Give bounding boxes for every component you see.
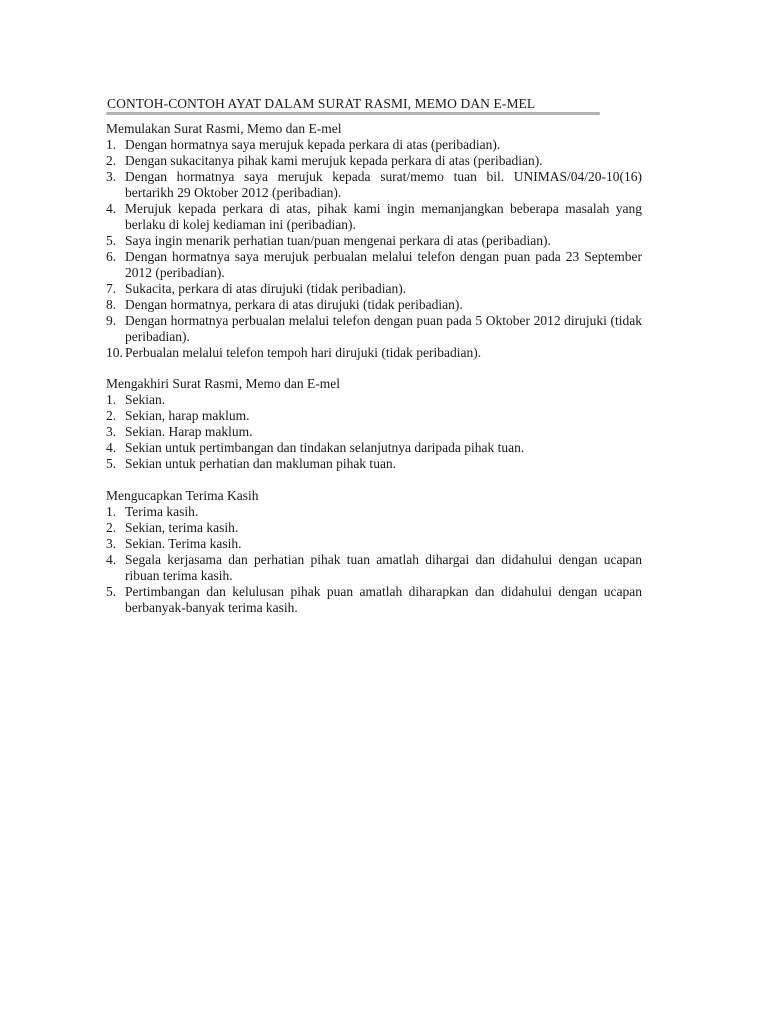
item-number: 5.: [106, 456, 117, 471]
item-number: 2.: [106, 153, 117, 168]
list-item: [106, 440, 642, 456]
item-text: Sekian. Harap maklum.: [125, 424, 253, 439]
item-number: 7.: [106, 281, 117, 296]
item-number: 3.: [106, 424, 117, 439]
list-item: [106, 504, 642, 520]
item-number: 4.: [106, 440, 117, 455]
item-text: Dengan hormatnya, perkara di atas dirujuki (tidak peribadian).: [125, 297, 463, 312]
item-text: Perbualan melalui telefon tempoh hari dirujuki (tidak peribadian).: [125, 345, 482, 360]
item-number: 1.: [106, 137, 117, 152]
section-heading: Mengakhiri Surat Rasmi, Memo dan E-mel: [106, 376, 340, 391]
list-item: [106, 552, 642, 584]
item-text: Terima kasih.: [125, 504, 199, 519]
item-list: [106, 504, 642, 616]
item-text: Merujuk kepada perkara di atas, pihak kami ingin memanjangkan beberapa masalah yang berlaku di kolej kediaman ini (peribadian).: [125, 201, 642, 232]
item-text: Pertimbangan dan kelulusan pihak puan amatlah diharapkan dan didahului dengan ucapan berbanyak-banyak terima kasih.: [125, 584, 642, 615]
list-item: [106, 520, 642, 536]
list-item: [106, 297, 642, 313]
item-text: Sekian, harap maklum.: [125, 408, 250, 423]
item-text: Sukacita, perkara di atas dirujuki (tidak peribadian).: [125, 281, 407, 296]
item-text: Dengan hormatnya saya merujuk perbualan melalui telefon dengan puan pada 23 September 2012 (peribadian).: [125, 249, 642, 280]
list-item: [106, 313, 642, 345]
section-heading: Memulakan Surat Rasmi, Memo dan E-mel: [106, 121, 342, 136]
item-number: 2.: [106, 408, 117, 423]
item-text: Sekian. Terima kasih.: [125, 536, 242, 551]
list-item: [106, 456, 642, 472]
item-number: 3.: [106, 536, 117, 551]
list-item: [106, 584, 642, 616]
list-item: [106, 137, 642, 153]
section-memulakan: [106, 121, 642, 361]
list-item: [106, 153, 642, 169]
list-item: [106, 249, 642, 281]
section-terima-kasih: [106, 488, 642, 616]
list-item: [106, 281, 642, 297]
item-number: 1.: [106, 504, 117, 519]
section-heading: Mengucapkan Terima Kasih: [106, 488, 259, 503]
list-item: [106, 536, 642, 552]
item-number: 6.: [106, 249, 117, 264]
section-mengakhiri: [106, 376, 642, 472]
item-text: Segala kerjasama dan perhatian pihak tuan amatlah dihargai dan didahului dengan ucapan ribuan terima kasih.: [125, 552, 642, 583]
item-number: 8.: [106, 297, 117, 312]
item-text: Sekian, terima kasih.: [125, 520, 239, 535]
item-text: Saya ingin menarik perhatian tuan/puan mengenai perkara di atas (peribadian).: [125, 233, 551, 248]
title-underline: [106, 112, 600, 115]
item-number: 2.: [106, 520, 117, 535]
list-item: [106, 233, 642, 249]
list-item: [106, 345, 642, 361]
item-number: 3.: [106, 169, 117, 184]
list-item: [106, 392, 642, 408]
item-text: Sekian untuk perhatian dan makluman pihak tuan.: [125, 456, 397, 471]
list-item: [106, 169, 642, 201]
item-text: Sekian.: [125, 392, 166, 407]
item-number: 5.: [106, 233, 117, 248]
list-item: [106, 201, 642, 233]
item-number: 5.: [106, 584, 117, 599]
item-text: Dengan sukacitanya pihak kami merujuk kepada perkara di atas (peribadian).: [125, 153, 543, 168]
item-number: 4.: [106, 201, 117, 216]
item-number: 1.: [106, 392, 117, 407]
item-list: [106, 137, 642, 361]
list-item: [106, 424, 642, 440]
document-title: CONTOH-CONTOH AYAT DALAM SURAT RASMI, MEMO DAN E-MEL: [107, 96, 536, 111]
item-list: [106, 392, 642, 472]
list-item: [106, 408, 642, 424]
item-number: 10.: [106, 345, 123, 360]
item-text: Dengan hormatnya perbualan melalui telefon dengan puan pada 5 Oktober 2012 dirujuki (tidak peribadian).: [125, 313, 642, 344]
item-number: 9.: [106, 313, 117, 328]
item-text: Dengan hormatnya saya merujuk kepada surat/memo tuan bil. UNIMAS/04/20-10(16) bertarikh 29 Oktober 2012 (peribadian).: [125, 169, 642, 200]
item-text: Sekian untuk pertimbangan dan tindakan selanjutnya daripada pihak tuan.: [125, 440, 525, 455]
item-number: 4.: [106, 552, 117, 567]
item-text: Dengan hormatnya saya merujuk kepada perkara di atas (peribadian).: [125, 137, 501, 152]
